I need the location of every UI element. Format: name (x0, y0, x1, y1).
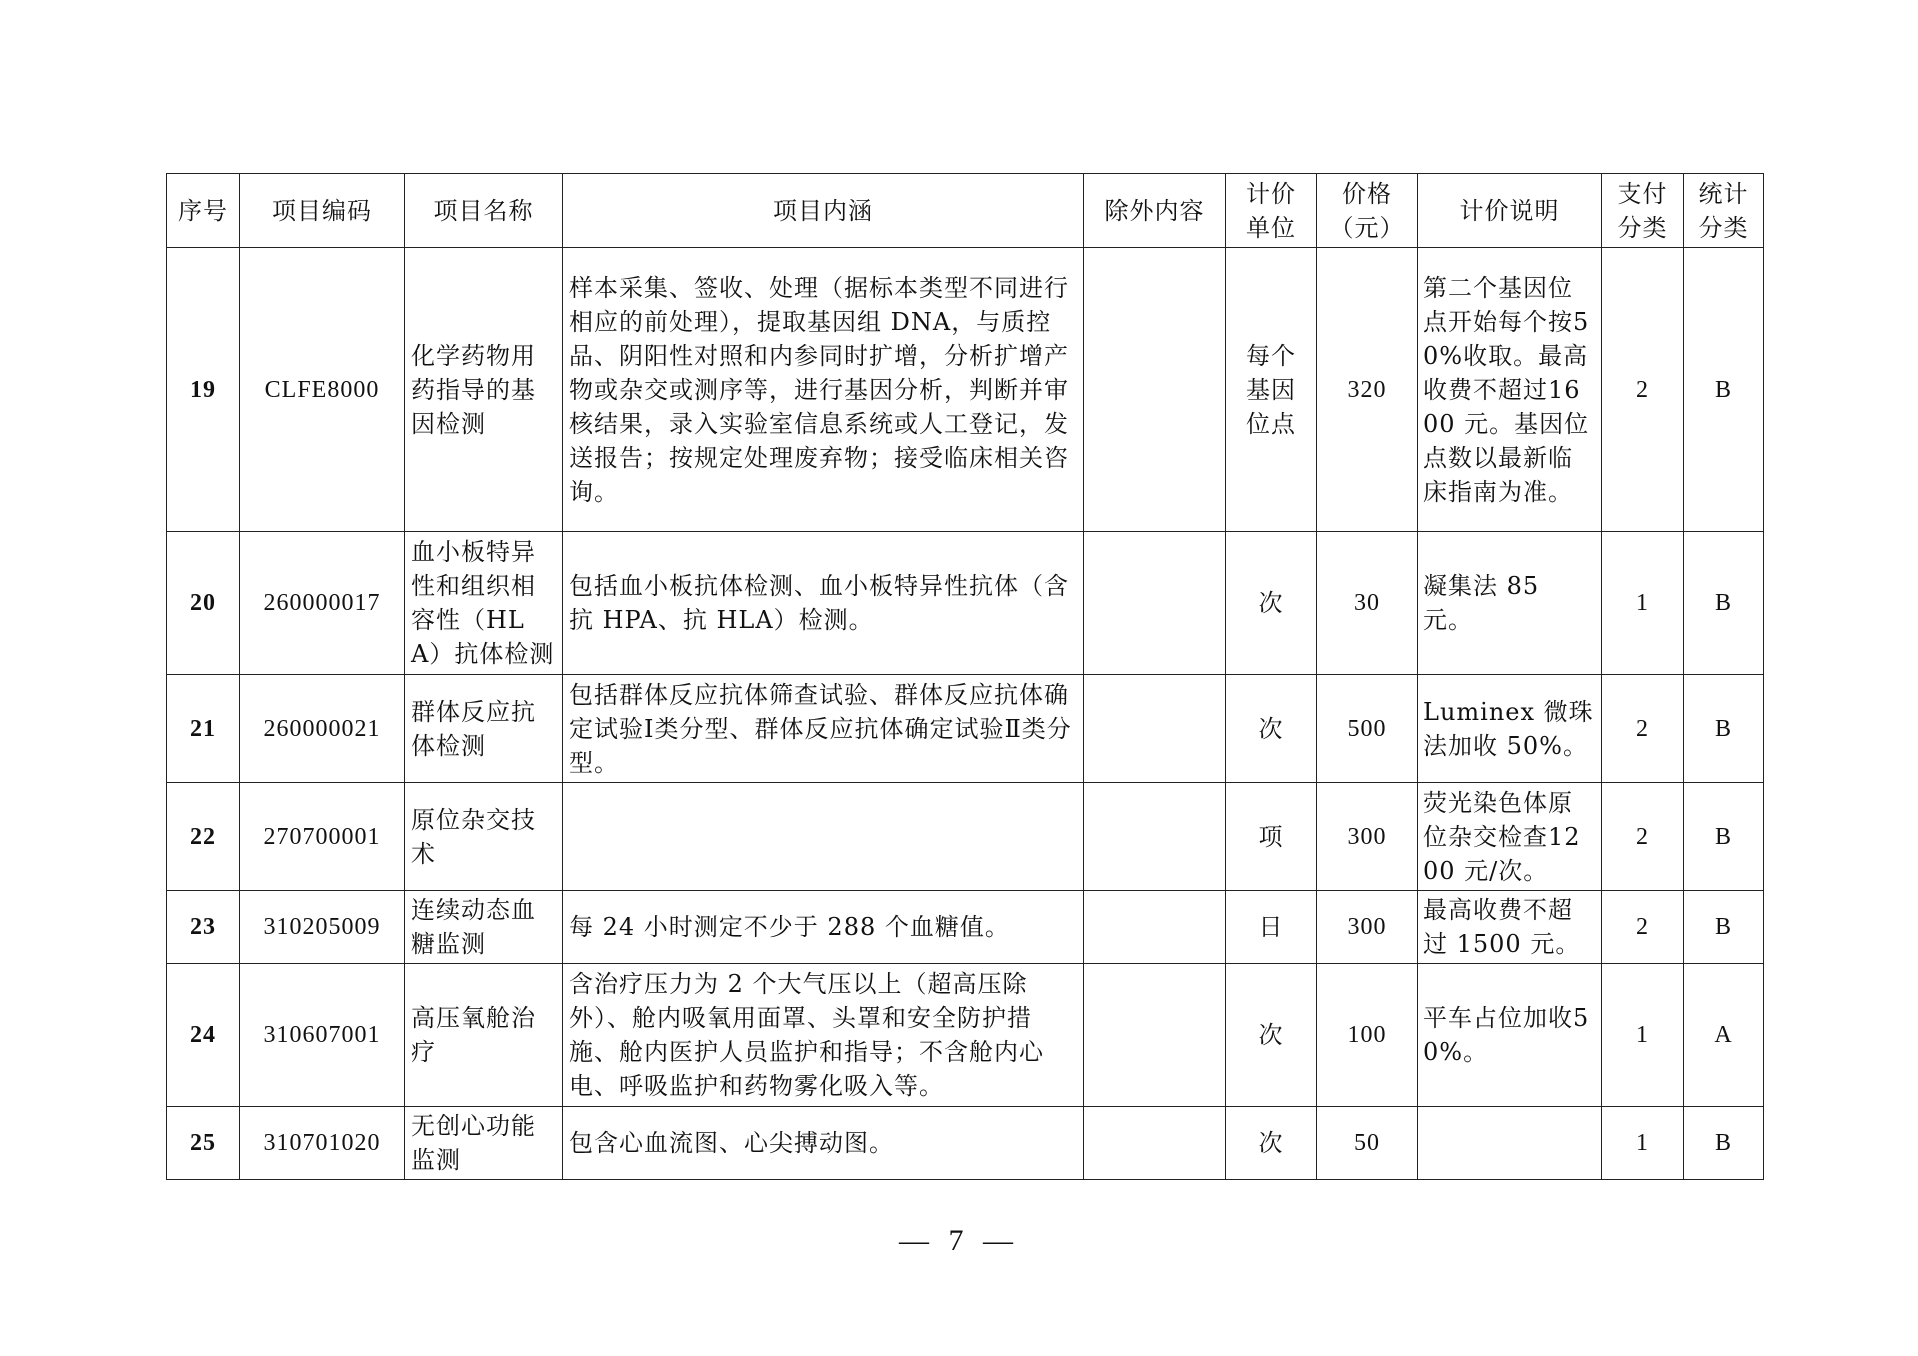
cell-seq: 19 (167, 248, 240, 532)
cell-payment: 1 (1602, 532, 1684, 675)
header-stat (1684, 174, 1764, 248)
cell-code: 270700001 (240, 783, 405, 891)
page-number: — 7 — (899, 1224, 1019, 1257)
cell-price: 50 (1317, 1107, 1418, 1180)
cell-name: 化学药物用药指导的基因检测 (405, 248, 563, 532)
cell-name: 连续动态血糖监测 (405, 891, 563, 964)
cell-payment: 1 (1602, 1107, 1684, 1180)
cell-unit: 每个基因位点 (1226, 248, 1317, 532)
cell-content: 包含心血流图、心尖搏动图。 (563, 1107, 1084, 1180)
cell-stat: B (1684, 1107, 1764, 1180)
cell-exclusions (1084, 783, 1226, 891)
cell-price: 500 (1317, 675, 1418, 783)
cell-unit: 项 (1226, 783, 1317, 891)
cell-stat: B (1684, 783, 1764, 891)
cell-price: 100 (1317, 964, 1418, 1107)
cell-stat: A (1684, 964, 1764, 1107)
cell-price: 30 (1317, 532, 1418, 675)
cell-code: 310205009 (240, 891, 405, 964)
cell-code: 310701020 (240, 1107, 405, 1180)
cell-name: 原位杂交技术 (405, 783, 563, 891)
header-payment (1602, 174, 1684, 248)
cell-payment: 2 (1602, 675, 1684, 783)
cell-price: 300 (1317, 783, 1418, 891)
cell-stat: B (1684, 675, 1764, 783)
cell-seq: 25 (167, 1107, 240, 1180)
cell-exclusions (1084, 1107, 1226, 1180)
cell-note: 荧光染色体原位杂交检查1200 元/次。 (1418, 783, 1602, 891)
cell-unit: 日 (1226, 891, 1317, 964)
header-price (1317, 174, 1418, 248)
cell-payment: 2 (1602, 248, 1684, 532)
cell-note: 最高收费不超过 1500 元。 (1418, 891, 1602, 964)
header-stat-line1: 统计 (1698, 179, 1749, 208)
cell-exclusions (1084, 675, 1226, 783)
table-header-row (167, 174, 1764, 248)
header-unit-line2: 单位 (1246, 213, 1296, 242)
cell-note (1418, 1107, 1602, 1180)
cell-code: CLFE8000 (240, 248, 405, 532)
cell-payment: 2 (1602, 783, 1684, 891)
header-note: 计价说明 (1418, 174, 1602, 248)
table-row (167, 891, 1764, 964)
cell-seq: 20 (167, 532, 240, 675)
cell-content (563, 783, 1084, 891)
table-row (167, 532, 1764, 675)
header-code: 项目编码 (240, 174, 405, 248)
fee-schedule-table (166, 173, 1764, 1180)
cell-payment: 1 (1602, 964, 1684, 1107)
cell-seq: 23 (167, 891, 240, 964)
cell-note: 第二个基因位点开始每个按50%收取。最高收费不超过1600 元。基因位点数以最新临床指南为准。 (1418, 248, 1602, 532)
cell-name: 高压氧舱治疗 (405, 964, 563, 1107)
cell-code: 260000021 (240, 675, 405, 783)
cell-payment: 2 (1602, 891, 1684, 964)
cell-name: 血小板特异性和组织相容性（HLA）抗体检测 (405, 532, 563, 675)
cell-seq: 22 (167, 783, 240, 891)
cell-exclusions (1084, 964, 1226, 1107)
table-row (167, 248, 1764, 532)
cell-unit: 次 (1226, 964, 1317, 1107)
cell-seq: 21 (167, 675, 240, 783)
cell-note: 凝集法 85 元。 (1418, 532, 1602, 675)
cell-seq: 24 (167, 964, 240, 1107)
header-exclusions: 除外内容 (1084, 174, 1226, 248)
cell-unit: 次 (1226, 675, 1317, 783)
header-payment-line1: 支付 (1617, 179, 1668, 208)
cell-name: 群体反应抗体检测 (405, 675, 563, 783)
cell-name: 无创心功能监测 (405, 1107, 563, 1180)
cell-content: 包括血小板抗体检测、血小板特异性抗体（含抗 HPA、抗 HLA）检测。 (563, 532, 1084, 675)
header-price-line1: 价格 (1342, 179, 1392, 208)
header-seq: 序号 (167, 174, 240, 248)
table-row (167, 1107, 1764, 1180)
cell-code: 260000017 (240, 532, 405, 675)
cell-note: Luminex 微珠法加收 50%。 (1418, 675, 1602, 783)
cell-note: 平车占位加收50%。 (1418, 964, 1602, 1107)
header-content: 项目内涵 (563, 174, 1084, 248)
table-row (167, 783, 1764, 891)
table-row (167, 675, 1764, 783)
cell-price: 320 (1317, 248, 1418, 532)
header-price-line2: （元） (1329, 213, 1405, 242)
table-row (167, 964, 1764, 1107)
cell-content: 包括群体反应抗体筛查试验、群体反应抗体确定试验Ⅰ类分型、群体反应抗体确定试验Ⅱ类分型。 (563, 675, 1084, 783)
cell-unit: 次 (1226, 532, 1317, 675)
cell-exclusions (1084, 248, 1226, 532)
cell-exclusions (1084, 532, 1226, 675)
cell-content: 样本采集、签收、处理（据标本类型不同进行相应的前处理），提取基因组 DNA，与质控品、阴阳性对照和内参同时扩增，分析扩增产物或杂交或测序等，进行基因分析，判断并审核结果，录入实验室信息系统或人工登记，发送报告；按规定处理废弃物；接受临床相关咨询。 (563, 248, 1084, 532)
cell-content: 每 24 小时测定不少于 288 个血糖值。 (563, 891, 1084, 964)
cell-stat: B (1684, 891, 1764, 964)
cell-exclusions (1084, 891, 1226, 964)
cell-stat: B (1684, 532, 1764, 675)
header-unit (1226, 174, 1317, 248)
header-stat-line2: 分类 (1698, 213, 1749, 242)
header-payment-line2: 分类 (1617, 213, 1668, 242)
header-unit-line1: 计价 (1246, 179, 1296, 208)
cell-code: 310607001 (240, 964, 405, 1107)
cell-price: 300 (1317, 891, 1418, 964)
cell-unit: 次 (1226, 1107, 1317, 1180)
cell-stat: B (1684, 248, 1764, 532)
cell-content: 含治疗压力为 2 个大气压以上（超高压除外）、舱内吸氧用面罩、头罩和安全防护措施、舱内医护人员监护和指导；不含舱内心电、呼吸监护和药物雾化吸入等。 (563, 964, 1084, 1107)
header-name: 项目名称 (405, 174, 563, 248)
